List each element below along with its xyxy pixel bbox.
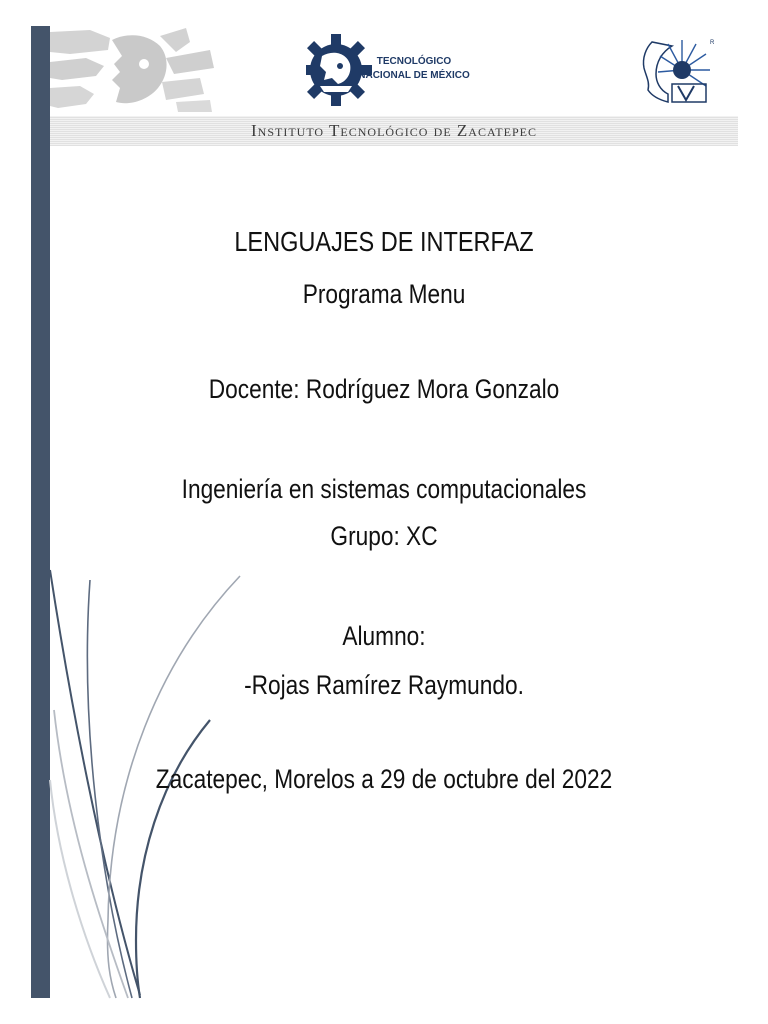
program-name: Programa Menu	[302, 279, 466, 309]
svg-text:NACIONAL DE MÉXICO: NACIONAL DE MÉXICO	[358, 70, 470, 81]
tecnm-gear-logo	[306, 32, 486, 112]
header-band	[50, 28, 740, 116]
institute-name: Instituto Tecnológico de Zacatepec	[251, 121, 537, 140]
teacher-line: Docente: Rodríguez Mora Gonzalo	[208, 374, 560, 404]
group-line: Grupo: XC	[330, 521, 438, 551]
course-title: LENGUAJES DE INTERFAZ	[234, 226, 534, 257]
svg-text:R: R	[710, 40, 715, 46]
student-name: -Rojas Ramírez Raymundo.	[244, 670, 524, 700]
career-line: Ingeniería en sistemas computacionales	[181, 474, 587, 504]
itz-sun-logo-icon	[638, 34, 718, 110]
place-date-line: Zacatepec, Morelos a 29 de octubre del 2022	[155, 764, 613, 794]
student-label: Alumno:	[342, 621, 426, 651]
svg-text:TECNOLÓGICO: TECNOLÓGICO	[376, 56, 452, 67]
aztec-head-emblem-icon	[50, 28, 218, 112]
